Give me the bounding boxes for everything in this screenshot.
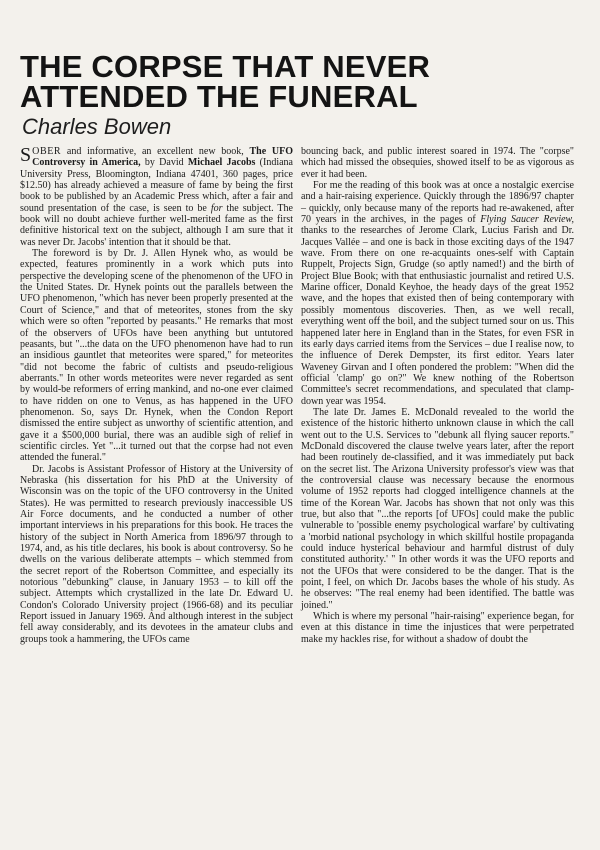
opening-word: OBER: [32, 146, 62, 157]
emphasis: for: [210, 202, 223, 214]
body-columns: [20, 146, 574, 645]
paragraph: Dr. Jacobs is Assistant Professor of History at the University of Nebraska (his dissertation for his PhD at the University of Wisconsin was on the topic of the UFO controversy in the United States). He was permitted to research previously inaccessible US Air Force documents, and he conducted a number of other important interviews in his preparations for this book. He traces the history of the subject in North America from 1896/97 through to 1974, and, as his title declares, his book is about controversy. So he dwells on the various deliberate attempts – which stemmed from the secret report of the Robertson Committee, and especially its notorious "debunking" clause, in January 1953 – to kill off the subject. Attempts which crystallized in the late Dr. Edward U. Condon's Colorado University project (1966-68) and its peculiar Report issued in January 1969. And although interest in the subject fell away considerably, and its devotees in the amateur clubs and groups took a hammering, the UFOs came: [20, 463, 293, 645]
text-run: by David: [140, 157, 188, 169]
book-author: Michael Jacobs: [187, 157, 256, 169]
drop-cap: S: [20, 144, 32, 166]
title-line-1: THE CORPSE THAT NEVER: [20, 49, 431, 84]
title-line-2: ATTENDED THE FUNERAL: [20, 79, 418, 114]
paragraph: The foreword is by Dr. J. Allen Hynek who, as would be expected, features prominently in a work which puts into perspective the developing scene of the phenomenon of the UFO in the United States. Dr. Hynek points out the parallels between the UFO phenomenon, "which has never been properly presented at the Court of Science," and that of meteorites, stones from the sky which were so often "reported by peasants." He remarks that most of the observers of UFOs have been anything but untutored peasants, but "...the data on the UFO phenomenon have had to run an insidious gauntlet that meteorites were spared," for meteorites "did not become the fabric of cultists and pseudo-religious aberrants." In other words meteorites were never regarded as sent by would-be reformers of erring mankind, and no-one ever claimed to have ridden on one to Venus, as has happened in the UFO phenomenon. So, says Dr. Hynek, when the Condon Report dismissed the entire subject as unworthy of scientific attention, and gave it a $500,000 burial, there was an audible sigh of relief in scientific circles. Yet "...it turned out that the corpse had not even attended the funeral.": [20, 248, 293, 464]
paragraph: [20, 146, 293, 248]
paragraph: [301, 180, 574, 407]
author-byline: Charles Bowen: [22, 114, 172, 139]
paragraph: Which is where my personal "hair-raising" experience began, for even at this distance in time the injustices that were perpetrated make my hackles rise, for without a shadow of doubt the: [301, 611, 574, 645]
text-run: the subject. The book will no doubt achieve further well-merited fame as the first definitive historical text on the subject, although I am sure that it was never Dr. Jacobs' intention that it should be that.: [20, 202, 293, 248]
article-title: [20, 49, 574, 114]
left-column: [20, 146, 293, 645]
text-run: and informative, an excellent new book,: [61, 146, 250, 157]
right-column: [301, 146, 574, 645]
paragraph: bouncing back, and public interest soared in 1974. The "corpse" which had missed the obsequies, showed itself to be as vigorous as ever it had been.: [301, 146, 574, 180]
text-run: For me the reading of this book was at once a nostalgic exercise and a hair-raising experience. Quickly through the 1896/97 chapter – quickly, only because many of the reports had re-awakened, after 70 years in the archives, in the pages of: [301, 180, 574, 226]
book-title: The UFO Controversy in America,: [32, 146, 293, 169]
text-run: (Indiana University Press, Bloomington, Indiana 47401, 360 pages, price $12.50) has already achieved a measure of fame by being the first book to be published by an Academic Press which, after a fair and sound presentation of the case, is seen to be: [20, 157, 293, 214]
paragraph: The late Dr. James E. McDonald revealed to the world the existence of the historic hitherto unknown clause in which the call went out to the U.S. Services to "debunk all flying saucer reports." McDonald discovered the clause twelve years later, after the report had been routinely de-classified, and it was immediately put back on the secret list. The Arizona University professor's view was that the controversial clause was necessary because the enormous volume of 1952 reports had clogged intelligence channels at the time of the Korean War. Jacobs has shown that not only was this true, but also that "...the reports [of UFOs] could make the public vulnerable to 'possible enemy psychological warfare' by cultivating a 'morbid national psychology in which skillful hostile propaganda could induce hysterical behaviour and harmful distrust of duly constituted authority.' " In other words it was the UFO reports and not the UFOs that were considered to be the danger. That is the point, I feel, on which Dr. Jacobs bases the whole of his study. As he observes: "The real enemy had been identified. The battle was joined.": [301, 406, 574, 611]
publication-title: Flying Saucer Review,: [480, 214, 574, 226]
text-run: thanks to the researches of Jerome Clark, Lucius Farish and Dr. Jacques Vallée – and one is back in those exciting days of the 1947 wave. From there on one re-acquaints ones-self with Captain Ruppelt, Projects Sign, Grudge (so aptly named!) and the birth of Project Blue Book; with that enthusiastic journalist and retired U.S. Marine officer, Donald Keyhoe, the heady days of the great 1952 wave, and the hopes that existed then of being contemporary with possibly momentous discoveries. Then, as we well recall, everything went off the boil, and the subject turned sour on us. This happened later here in England than in the States, for even FSR in its early days carried items from the Services – due I realise now, to the influence of Derek Dempster, its first editor. Years later Waveney Girvan and I often pondered the problem: "When did the official 'clamp' go on?" We knew nothing of the Robertson Committee's secret recommendations, and speculated that clamp-down year was 1954.: [301, 225, 574, 407]
